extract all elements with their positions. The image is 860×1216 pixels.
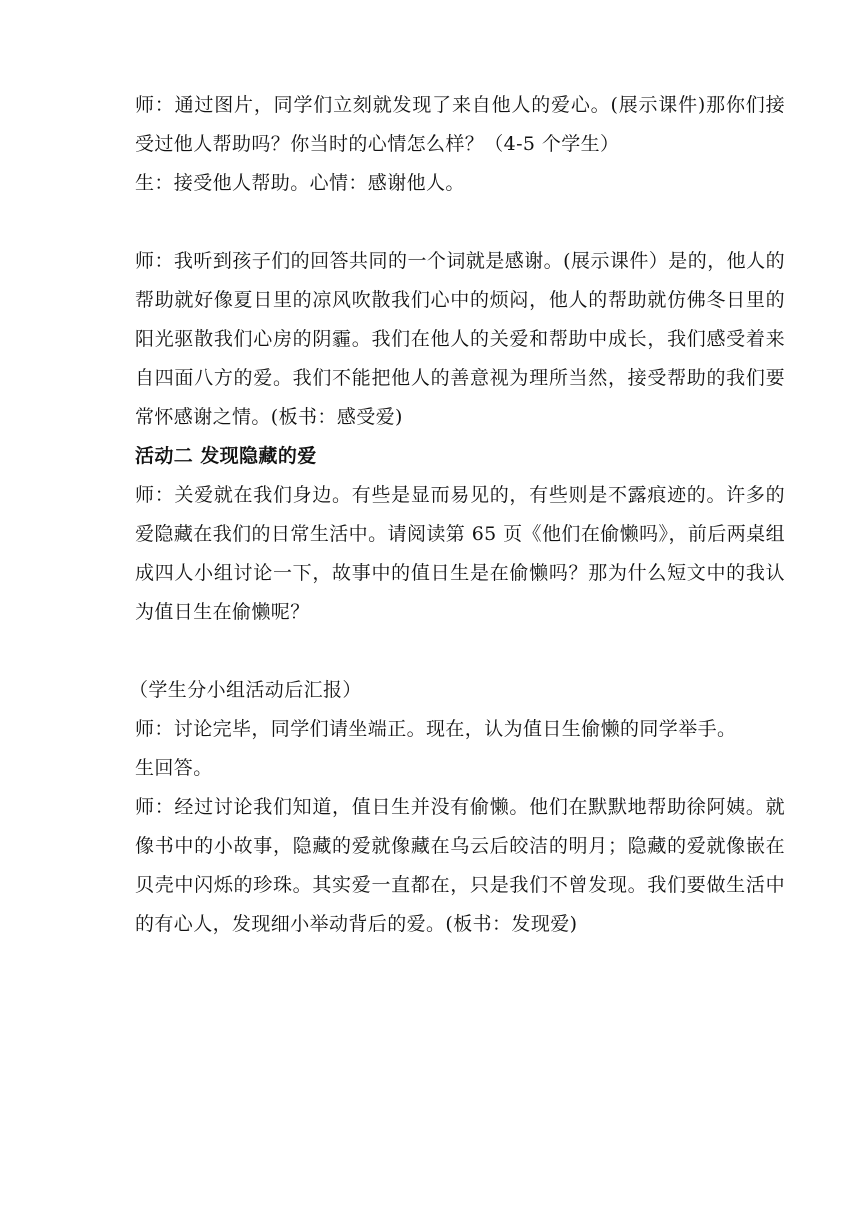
paragraph-teacher-pictures: 师：通过图片，同学们立刻就发现了来自他人的爱心。(展示课件)那你们接受过他人帮助吗？你当时的心情怎么样？（4-5 个学生） xyxy=(135,94,785,155)
activity-two-heading: 活动二 发现隐藏的爱 xyxy=(135,445,317,467)
paragraph-group-report-note: （学生分小组活动后汇报） xyxy=(129,679,362,701)
blank-line xyxy=(135,203,785,242)
paragraph-student-responds: 生回答。 xyxy=(135,757,213,779)
paragraph-teacher-gratitude: 师：我听到孩子们的回答共同的一个词就是感谢。(展示课件）是的，他人的帮助就好像夏日里的凉风吹散我们心中的烦闷，他人的帮助就仿佛冬日里的阳光驱散我们心房的阴霾。我们在他人的关爱和帮助中成长，我们感受着来自四面八方的爱。我们不能把他人的善意视为理所当然，接受帮助的我们要常怀感谢之情。(板书：感受爱) xyxy=(135,250,785,428)
paragraph-teacher-discussion-done: 师：讨论完毕，同学们请坐端正。现在，认为值日生偷懒的同学举手。 xyxy=(135,718,737,740)
paragraph-teacher-hidden-love: 师：关爱就在我们身边。有些是显而易见的，有些则是不露痕迹的。许多的爱隐藏在我们的日常生活中。请阅读第 65 页《他们在偷懒吗》，前后两桌组成四人小组讨论一下，故事中的值日生是在偷懒吗？那为什么短文中的我认为值日生在偷懒呢？ xyxy=(135,484,785,623)
paragraph-teacher-conclusion: 师：经过讨论我们知道，值日生并没有偷懒。他们在默默地帮助徐阿姨。就像书中的小故事，隐藏的爱就像藏在乌云后皎洁的明月；隐藏的爱就像嵌在贝壳中闪烁的珍珠。其实爱一直都在，只是我们不曾发现。我们要做生活中的有心人，发现细小举动背后的爱。(板书：发现爱) xyxy=(135,796,785,935)
blank-line xyxy=(135,632,785,671)
document-body xyxy=(129,86,785,944)
paragraph-student-answer-thanks: 生：接受他人帮助。心情：感谢他人。 xyxy=(135,172,465,194)
